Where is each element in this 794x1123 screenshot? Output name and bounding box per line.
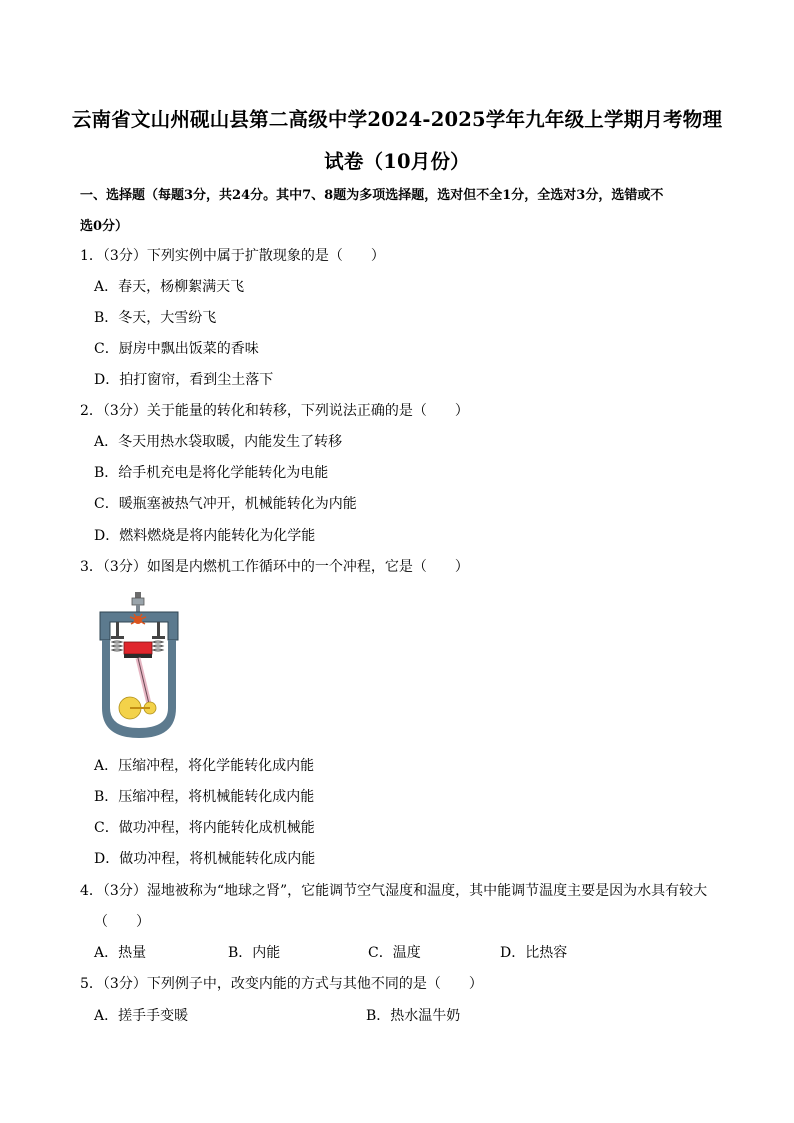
spark-plug-terminal — [135, 592, 141, 598]
question-1-stem: 1．（3分）下列实例中属于扩散现象的是（ ） — [80, 248, 385, 264]
question-1-option-a[interactable]: A．春天，杨柳絮满天飞 — [94, 279, 245, 295]
question-3-option-b[interactable]: B．压缩冲程，将机械能转化成内能 — [94, 789, 315, 805]
question-4-option-a[interactable]: A．热量 — [94, 945, 147, 961]
question-3-option-c[interactable]: C．做功冲程，将内能转化成机械能 — [94, 820, 315, 836]
question-4-option-d[interactable]: D．比热容 — [500, 945, 568, 961]
question-1-option-d[interactable]: D．拍打窗帘，看到尘土落下 — [94, 372, 274, 388]
question-1-option-b[interactable]: B．冬天，大雪纷飞 — [94, 310, 217, 326]
spark-plug-body — [132, 598, 144, 605]
exam-title-line1: 云南省文山州砚山县第二高级中学2024-2025学年九年级上学期月考物理 — [71, 108, 723, 131]
exhaust-valve — [152, 622, 165, 651]
question-2-option-b[interactable]: B．给手机充电是将化学能转化为电能 — [94, 465, 329, 481]
question-3-option-d[interactable]: D．做功冲程，将机械能转化成内能 — [94, 851, 316, 867]
engine-stroke-figure — [94, 590, 184, 740]
section-heading — [80, 180, 725, 242]
question-3-option-a[interactable]: A．压缩冲程，将化学能转化成内能 — [94, 758, 315, 774]
question-2-option-d[interactable]: D．燃料燃烧是将内能转化为化学能 — [94, 528, 316, 544]
connecting-rod-outline — [138, 658, 150, 708]
intake-valve — [111, 622, 124, 651]
question-3-stem: 3．（3分）如图是内燃机工作循环中的一个冲程，它是（ ） — [80, 559, 469, 575]
question-4-option-b[interactable]: B．内能 — [228, 945, 281, 961]
piston-ring — [124, 654, 152, 658]
question-2-stem: 2．（3分）关于能量的转化和转移，下列说法正确的是（ ） — [80, 403, 469, 419]
section-heading-line1: 一、选择题（每题3分，共24分。其中7、8题为多项选择题，选对但不全1分，全选对3分，选错或不 — [80, 188, 664, 203]
question-5-stem: 5．（3分）下列例子中，改变内能的方式与其他不同的是（ ） — [80, 976, 483, 992]
question-4-option-c[interactable]: C．温度 — [368, 945, 421, 961]
question-4-stem-continued: （ ） — [94, 914, 150, 930]
piston — [124, 642, 152, 654]
section-heading-line2: 选0分） — [80, 219, 129, 234]
question-5-option-b[interactable]: B．热水温牛奶 — [366, 1008, 461, 1024]
exam-title-line2: 试卷（10月份） — [324, 150, 470, 173]
question-2-option-a[interactable]: A．冬天用热水袋取暖，内能发生了转移 — [94, 434, 343, 450]
question-4-stem: 4．（3分）湿地被称为“地球之肾”，它能调节空气湿度和温度，其中能调节温度主要是因为水具有较大 — [80, 883, 708, 899]
question-2-option-c[interactable]: C．暖瓶塞被热气冲开，机械能转化为内能 — [94, 496, 357, 512]
question-1-option-c[interactable]: C．厨房中飘出饭菜的香味 — [94, 341, 259, 357]
question-5-option-a[interactable]: A．搓手手变暖 — [94, 1008, 189, 1024]
